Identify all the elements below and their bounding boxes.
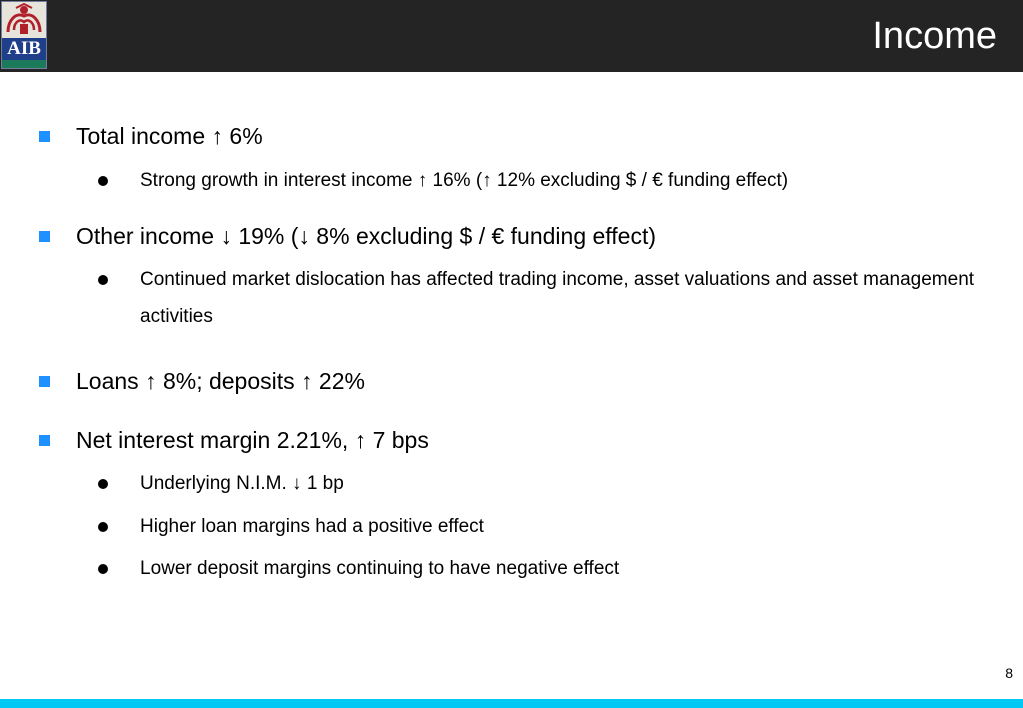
bullet-item: Other income ↓ 19% (↓ 8% excluding $ / € funding effect) (76, 223, 656, 249)
round-bullet-icon (98, 522, 108, 532)
square-bullet-icon (39, 131, 50, 142)
round-bullet-icon (98, 275, 108, 285)
logo-strip (2, 60, 46, 68)
aib-logo (1, 1, 47, 69)
square-bullet-icon (39, 376, 50, 387)
footer-bar (0, 699, 1023, 708)
round-bullet-icon (98, 176, 108, 186)
square-bullet-icon (39, 231, 50, 242)
square-bullet-icon (39, 435, 50, 446)
sub-bullet-item: Underlying N.I.M. ↓ 1 bp (140, 473, 344, 494)
sub-bullet-item: Higher loan margins had a positive effect (140, 516, 484, 537)
page-number: 8 (1005, 665, 1013, 681)
sub-bullet-item: Lower deposit margins continuing to have negative effect (140, 558, 620, 579)
sub-bullet-item: Strong growth in interest income ↑ 16% (↑ 12% excluding $ / € funding effect) (140, 170, 789, 191)
round-bullet-icon (98, 564, 108, 574)
sub-bullet-item: Continued market dislocation has affected trading income, asset valuations and asset management activities (140, 269, 975, 327)
round-bullet-icon (98, 479, 108, 489)
bullet-item: Loans ↑ 8%; deposits ↑ 22% (76, 368, 365, 394)
bullet-item: Net interest margin 2.21%, ↑ 7 bps (76, 427, 429, 453)
slide-title: Income (872, 15, 997, 57)
logo-emblem-icon (2, 2, 46, 38)
bullet-item: Total income ↑ 6% (76, 123, 263, 149)
logo-text: AIB (7, 38, 41, 59)
header-bar (0, 0, 1023, 72)
